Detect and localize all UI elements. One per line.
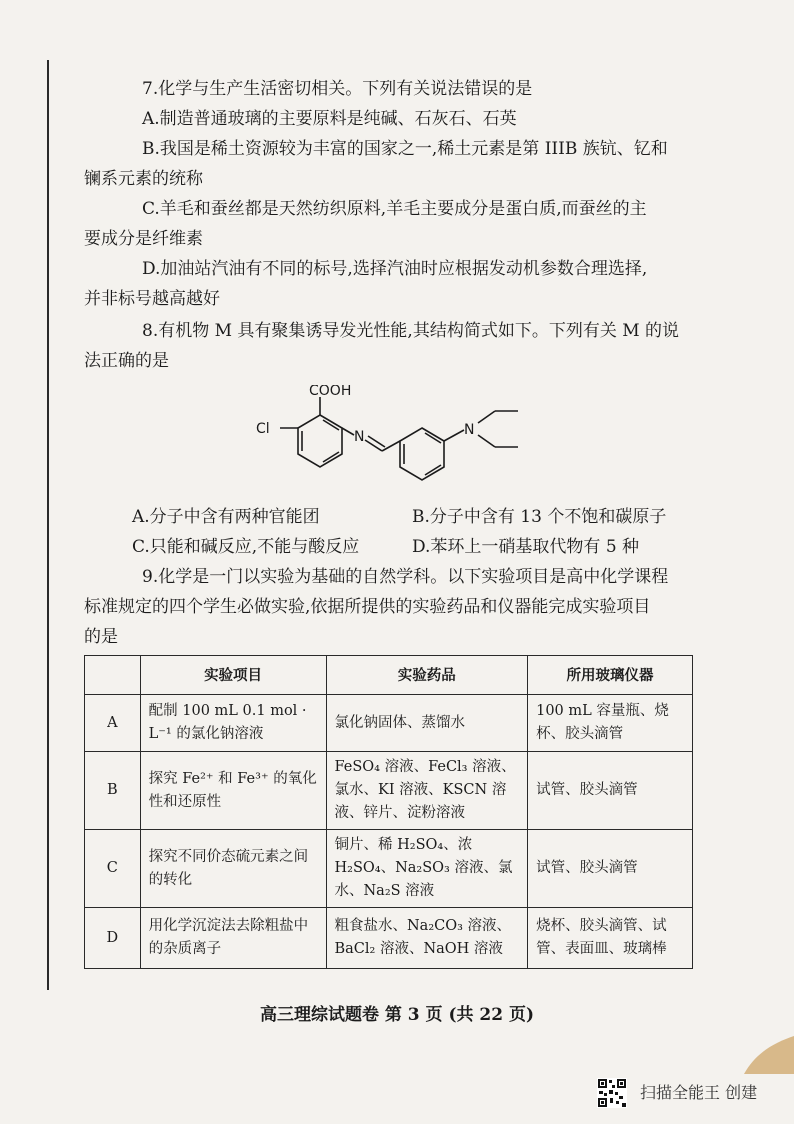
- table-row-label: A: [85, 695, 141, 752]
- question-8-stem: 8.有机物 M 具有聚集诱导发光性能,其结构简式如下。下列有关 M 的说: [142, 321, 680, 341]
- table-cell-glassware: 100 mL 容量瓶、烧杯、胶头滴管: [528, 695, 693, 752]
- question-8: [84, 316, 688, 376]
- table-row-label: B: [85, 752, 141, 830]
- question-9-stem-cont-2: 的是: [84, 627, 118, 647]
- table-row: [85, 695, 693, 752]
- question-7-option-d-cont: 并非标号越高越好: [84, 289, 220, 309]
- question-7-stem: 7.化学与生产生活密切相关。下列有关说法错误的是: [142, 79, 533, 99]
- table-row: [85, 830, 693, 908]
- question-9: [84, 562, 688, 652]
- table-header-project: 实验项目: [140, 656, 326, 695]
- question-8-option-b: B.分子中含有 13 个不饱和碳原子: [412, 507, 667, 527]
- question-8-option-c: C.只能和碱反应,不能与酸反应: [132, 537, 360, 557]
- molecule-m-structure: [250, 385, 530, 495]
- table-row: [85, 908, 693, 969]
- table-cell-project: 配制 100 mL 0.1 mol · L⁻¹ 的氯化钠溶液: [140, 695, 326, 752]
- table-cell-glassware: 试管、胶头滴管: [528, 830, 693, 908]
- question-8-option-a: A.分子中含有两种官能团: [132, 507, 320, 527]
- binding-margin-line: [47, 60, 49, 990]
- page-footer: 高三理综试题卷 第 3 页 (共 22 页): [259, 1005, 535, 1025]
- question-8-options: [132, 502, 692, 562]
- question-7-option-c: C.羊毛和蚕丝都是天然纺织原料,羊毛主要成分是蛋白质,而蚕丝的主: [142, 199, 647, 219]
- scanner-watermark: 扫描全能王 创建: [640, 1083, 758, 1102]
- table-cell-project: 探究 Fe²⁺ 和 Fe³⁺ 的氧化性和还原性: [140, 752, 326, 830]
- question-8-option-d: D.苯环上一硝基取代物有 5 种: [412, 537, 640, 557]
- question-9-stem-cont: 标准规定的四个学生必做实验,依据所提供的实验药品和仪器能完成实验项目: [84, 597, 651, 617]
- table-header-reagents: 实验药品: [326, 656, 528, 695]
- question-7-option-b-cont: 镧系元素的统称: [84, 169, 203, 189]
- question-7-option-c-cont: 要成分是纤维素: [84, 229, 203, 249]
- table-header-glassware: 所用玻璃仪器: [528, 656, 693, 695]
- molecule-cooh-label: COOH: [309, 385, 352, 399]
- question-7-option-a: A.制造普通玻璃的主要原料是纯碱、石灰石、石英: [142, 109, 517, 129]
- molecule-amine-n-label: N: [464, 422, 475, 438]
- question-7: [84, 74, 688, 314]
- table-cell-glassware: 烧杯、胶头滴管、试管、表面皿、玻璃棒: [528, 908, 693, 969]
- question-7-option-d: D.加油站汽油有不同的标号,选择汽油时应根据发动机参数合理选择,: [142, 259, 648, 279]
- table-cell-glassware: 试管、胶头滴管: [528, 752, 693, 830]
- benzene-ring-left: [298, 415, 342, 467]
- experiment-table: [84, 655, 693, 969]
- question-9-stem: 9.化学是一门以实验为基础的自然学科。以下实验项目是高中化学课程: [142, 567, 669, 587]
- table-row-label: C: [85, 830, 141, 908]
- table-row-label: D: [85, 908, 141, 969]
- table-row: [85, 752, 693, 830]
- table-cell-reagents: 铜片、稀 H₂SO₄、浓 H₂SO₄、Na₂SO₃ 溶液、氯水、Na₂S 溶液: [326, 830, 528, 908]
- benzene-ring-right: [400, 428, 444, 480]
- molecule-cl-label: Cl: [256, 421, 270, 437]
- table-cell-reagents: FeSO₄ 溶液、FeCl₃ 溶液、氯水、KI 溶液、KSCN 溶液、锌片、淀粉溶液: [326, 752, 528, 830]
- table-cell-reagents: 氯化钠固体、蒸馏水: [326, 695, 528, 752]
- question-8-stem-cont: 法正确的是: [84, 351, 169, 371]
- qr-code-icon: [597, 1078, 627, 1108]
- question-7-option-b: B.我国是稀土资源较为丰富的国家之一,稀土元素是第 IIIB 族钪、钇和: [142, 139, 668, 159]
- table-cell-reagents: 粗食盐水、Na₂CO₃ 溶液、BaCl₂ 溶液、NaOH 溶液: [326, 908, 528, 969]
- table-header-empty: [85, 656, 141, 695]
- table-cell-project: 探究不同价态硫元素之间的转化: [140, 830, 326, 908]
- table-header-row: [85, 656, 693, 695]
- molecule-imine-n-label: N: [354, 429, 365, 445]
- table-cell-project: 用化学沉淀法去除粗盐中的杂质离子: [140, 908, 326, 969]
- page-corner-shadow: [736, 1036, 794, 1074]
